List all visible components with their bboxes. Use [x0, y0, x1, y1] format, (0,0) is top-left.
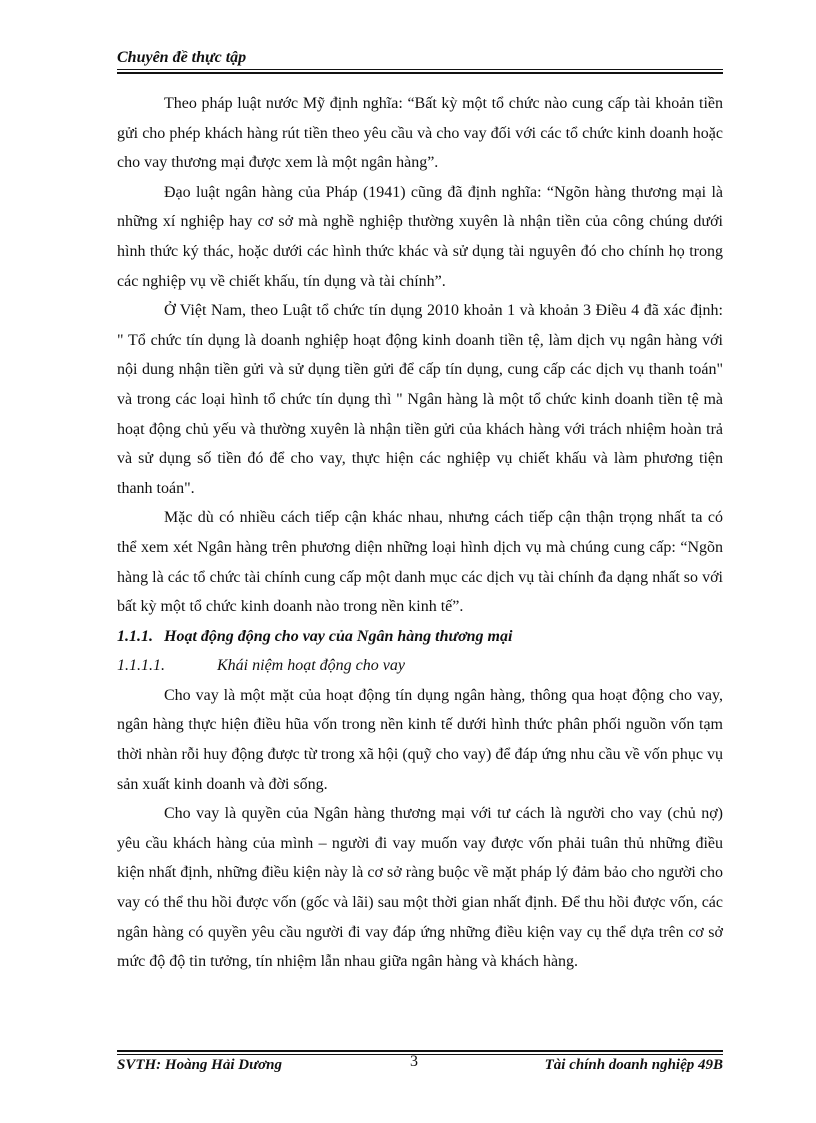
- page-number: 3: [410, 1053, 418, 1070]
- subsection-title: Khái niệm hoạt động cho vay: [217, 657, 405, 675]
- paragraph: Mặc dù có nhiều cách tiếp cận khác nhau, nhưng cách tiếp cận thận trọng nhất ta có thể xem xét Ngân hàng trên phương diện những loại hình dịch vụ mà chúng cung cấp: “Ngõn hàng là các tổ chức tài chính cung cấp một danh mục các dịch vụ tài chính đa dạng nhất so với bất kỳ một tổ chức kinh doanh nào trong nền kinh tế”.: [117, 509, 723, 616]
- header-rule-bottom: [117, 72, 723, 74]
- paragraph: Theo pháp luật nước Mỹ định nghĩa: “Bất kỳ một tổ chức nào cung cấp tài khoản tiền gửi cho phép khách hàng rút tiền theo yêu cầu và cho vay đối với các tổ chức kinh doanh hoặc cho vay thương mại được xem là một ngân hàng”.: [117, 95, 723, 172]
- section-heading: [117, 622, 723, 652]
- paragraph: Đạo luật ngân hàng của Pháp (1941) cũng đã định nghĩa: “Ngõn hàng thương mại là những xí nghiệp hay cơ sở mà nghề nghiệp thường xuyên là nhận tiền của công chúng dưới hình thức ký thác, hoặc dưới các hình thức khác và sử dụng tài nguyên đó cho chính họ trong các nghiệp vụ về chiết khấu, tín dụng và tài chính”.: [117, 183, 723, 290]
- paragraph: Cho vay là quyền của Ngân hàng thương mại với tư cách là người cho vay (chủ nợ) yêu cầu khách hàng của mình – người đi vay muốn vay được vốn phải tuân thủ những điều kiện nhất định, những điều kiện này là cơ sở ràng buộc về mặt pháp lý đảm bảo cho người cho vay có thể thu hồi được vốn (gốc và lãi) sau một thời gian nhất định. Để thu hồi được vốn, các ngân hàng có quyền yêu cầu người đi vay đáp ứng những điều kiện vay cụ thể dựa trên cơ sở mức độ độ tin tưởng, tín nhiệm lẫn nhau giữa ngân hàng và khách hàng.: [117, 805, 723, 971]
- page-header-title: Chuyên đề thực tập: [117, 49, 247, 66]
- footer-rule-bottom: [117, 1054, 723, 1055]
- footer-rule-top: [117, 1050, 723, 1052]
- subsection-heading: [117, 651, 723, 681]
- footer-author: SVTH: Hoàng Hải Dương: [117, 1057, 282, 1073]
- page-footer: [117, 1053, 723, 1079]
- document-body: [117, 89, 723, 977]
- paragraph: Ở Việt Nam, theo Luật tổ chức tín dụng 2010 khoản 1 và khoản 3 Điều 4 đã xác định: " Tổ chức tín dụng là doanh nghiệp hoạt động kinh doanh tiền tệ, làm dịch vụ ngân hàng với nội dung nhận tiền gửi và sử dụng tiền gửi để cấp tín dụng, cung cấp các dịch vụ thanh toán" và trong các loại hình tổ chức tín dụng thì " Ngân hàng là một tổ chức kinh doanh tiền tệ mà hoạt động chủ yếu và thường xuyên là nhận tiền gửi của khách hàng với trách nhiệm hoàn trả và sử dụng số tiền đó để cho vay, thực hiện các nghiệp vụ chiết khấu và làm phương tiện thanh toán".: [117, 302, 723, 497]
- subsection-number: 1.1.1.1.: [117, 657, 165, 675]
- paragraph: Cho vay là một mặt của hoạt động tín dụng ngân hàng, thông qua hoạt động cho vay, ngân hàng thực hiện điều hũa vốn trong nền kinh tế dưới hình thức phân phối nguồn vốn tạm thời nhàn rỗi huy động được từ trong xã hội (quỹ cho vay) để đáp ứng nhu cầu về vốn phục vụ sản xuất kinh doanh và đời sống.: [117, 686, 723, 793]
- section-number: 1.1.1.: [117, 627, 153, 645]
- footer-course: Tài chính doanh nghiệp 49B: [544, 1057, 723, 1073]
- header-rule-top: [117, 69, 723, 70]
- section-title: Hoạt động động cho vay của Ngân hàng thương mại: [164, 627, 513, 645]
